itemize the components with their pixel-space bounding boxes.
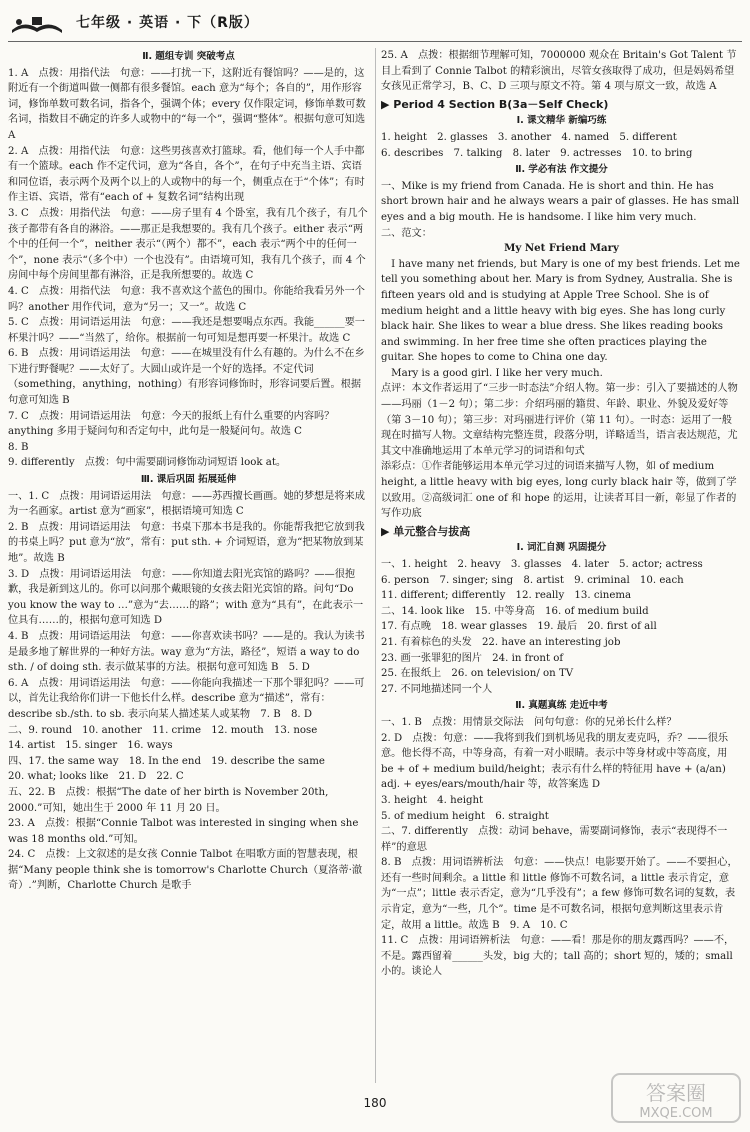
left-answer-paragraph: 4. B 点拨：用词语运用法 句意：——你喜欢读书吗？——是的。我认为读书是最多地了解世界的一种好方法。way 意为“方法，路径”，短语 a way to do sth. / of doing sth. 表示做某事的方法。根据句意可知选 B 5. D	[8, 630, 365, 674]
left-answer-paragraph: 3. D 点拨：用词语运用法 句意：——你知道去阳光宾馆的路吗？——很抱歉，我是新到这儿的。你可以问那个戴眼镜的女孩去阳光宾馆的路。问句“Do you know the way to …”意为“去……的路”；with 意为“具有”，在此表示一位具有……的，根据句意可知选 D	[8, 568, 364, 627]
right-answer-paragraph: 2. D 点拨：句意：——我将到我们到机场见我的朋友麦克吗，乔？——很乐意。他长得不高，中等身高，有着一对小眼睛。表示中等身材或中等高度，用 be + of + medium build/height；表示有什么样的特征用 have + (a/an) adj. + eyes/ears/mouth/hair 等，故答案选 D	[381, 732, 729, 791]
left-answer-paragraph: 4. C 点拨：用指代法 句意：我不喜欢这个蓝色的围巾。你能给我看另外一个吗？another 用作代词，意为“另一；又一”。故选 C	[8, 285, 365, 313]
right-answer-paragraph: 23. 画一张罪犯的图片 24. in front of	[381, 652, 564, 664]
page-number: 180	[363, 1096, 387, 1110]
right-answer-paragraph: 11. different; differently 12. really 13. cinema	[381, 590, 632, 602]
right-unit-heading: ▶ 单元整合与拔高	[381, 524, 471, 538]
left-answer-paragraph: 二、9. round 10. another 11. crime 12. mouth 13. nose	[8, 724, 318, 736]
right-answer-paragraph: Mary is a good girl. I like her very much.	[381, 367, 603, 379]
right-section-heading: Ⅰ. 词汇自测 巩固提分	[516, 542, 607, 554]
page-header	[0, 0, 750, 42]
right-answer-paragraph: 一、1. B 点拨：用情景交际法 问句句意：你的兄弟长什么样？	[381, 716, 677, 728]
right-answer-paragraph: 17. 有点晚 18. wear glasses 19. 最后 20. first of all	[381, 621, 657, 633]
right-answer-paragraph: 21. 有着棕色的头发 22. have an interesting job	[381, 636, 621, 648]
right-answer-paragraph: I have many net friends, but Mary is one of my best friends. Let me tell you something about her. Mary is from Sydney, Australia. She is fifteen years old and is studying at Apple Tree School. She is of medium height and a little heavy with big eyes. She has long curly black hair. She likes to wear a blue dress. She likes reading books and swimming. In her free time she often practices playing the guitar. She hopes to come to China one day.	[381, 258, 740, 364]
right-period-heading: ▶ Period 4 Section B(3a－Self Check)	[381, 97, 609, 111]
right-answer-paragraph: 27. 不同地描述同一个人	[381, 683, 493, 695]
right-answer-paragraph: 1. height 2. glasses 3. another 4. named 5. different	[381, 131, 677, 143]
right-answer-paragraph: 添彩点：①作者能够运用本单元学习过的词语来描写人物，如 of medium height, a little heavy with big eyes, long curly black hair 等，做到了学以致用。②高级词汇 one of 和 hope 的运用，让读者耳目一新，彰显了作者的写作功底	[381, 461, 737, 520]
right-answer-paragraph: 25. A 点拨：根据细节理解可知，7000000 观众在 Britain's Got Talent 节目上看到了 Connie Talbot 的精彩演出，尽管女孩取得了成功，但是妈妈希望女孩见正常学习，B、C、D 三项与原文不符。第 4 项与原文一致，故选 A	[381, 50, 737, 93]
right-answer-paragraph: 6. describes 7. talking 8. later 9. actresses 10. to bring	[381, 147, 693, 159]
left-answer-paragraph: 3. C 点拨：用指代法 句意：——房子里有 4 个卧室，我有几个孩子，有几个孩子都带有各自的淋浴。——那正是我想要的。我有几个孩子。either 表示“两个中的任何一个”，neither 表示“（两个）都不”，each 表示“两个中的任何一个”，none 表示“（多个中）一个也没有”。由语境可知，我有几个孩子，而 4 个房间中每个房间里都有淋浴，正是我所想要的。故选 C	[8, 207, 368, 282]
left-answer-paragraph: 20. what; looks like 21. D 22. C	[8, 771, 184, 783]
left-answer-paragraph: 2. B 点拨：用词语运用法 句意：书桌下那本书是我的。你能帮我把它放到我的书桌上吗？put 意为“放”，常有：put sth. + 介词短语，意为“把某物放到某地”。故选 B	[8, 521, 365, 564]
left-answer-paragraph: 6. A 点拨：用词语运用法 句意：——你能向我描述一下那个罪犯吗？——可以，首先让我给你们讲一下他长什么样。describe 意为“描述”，常有：describe sb./sth. to sb. 表示向某人描述某人或某物 7. B 8. D	[8, 677, 365, 720]
right-answer-paragraph: 点评：本文作者运用了“三步一时态法”介绍人物。第一步：引入了要描述的人物——玛丽（1－2 句）；第二步：介绍玛丽的籍贯、年龄、职业、外貌及爱好等（第 3－10 句）；第三步：对玛丽进行评价（第 11 句）。一时态：运用了一般现在时描写人物。文章结构完整连贯，段落分明，详略适当，语言表达规范，尤其文中准确地运用了本单元学习的词语和句式	[381, 383, 738, 457]
right-answer-paragraph: 二、范文：	[381, 227, 432, 239]
right-column	[381, 48, 742, 980]
left-column	[8, 48, 369, 894]
left-section-heading: Ⅱ. 题组专训 突破考点	[142, 51, 235, 62]
right-section-heading: Ⅱ. 学必有法 作文提分	[515, 164, 608, 176]
book-logo-icon	[10, 14, 64, 36]
left-answer-paragraph: 五、22. B 点拨：根据“The date of her birth is November 20th, 2000.”可知，她出生于 2000 年 11 月 20 日。	[8, 786, 329, 814]
left-answer-paragraph: 14. artist 15. singer 16. ways	[8, 740, 173, 752]
right-section-heading: Ⅰ. 课文精华 新编巧练	[516, 115, 607, 127]
svg-text:MXQE.COM: MXQE.COM	[639, 1106, 713, 1121]
right-answer-paragraph: 3. height 4. height	[381, 794, 484, 806]
right-answer-paragraph: 5. of medium height 6. straight	[381, 810, 549, 822]
svg-text:答案圈: 答案圈	[646, 1081, 706, 1105]
left-answer-paragraph: 23. A 点拨：根据“Connie Talbot was interested in singing when she was 18 months old.”可知。	[8, 818, 359, 845]
right-answer-paragraph: 二、7. differently 点拨：动词 behave，需要副词修饰，表示“表现得不一样”的意思	[381, 826, 728, 853]
right-essay-title: My Net Friend Mary	[504, 242, 619, 255]
left-answer-paragraph: 24. C 点拨：上文叙述的是女孩 Connie Talbot 在唱歌方面的智慧表现，根据“Many people think she is tomorrow's Charlotte Church（夏洛蒂·澈奇）.”判断，Charlotte Church 是歌手	[8, 849, 363, 892]
right-answer-paragraph: 一、Mike is my friend from Canada. He is short and thin. He has short brown hair and he always wears a pair of glasses. He has small eyes and a big mouth. He is handsome. I like him very much.	[381, 180, 740, 223]
left-answer-paragraph: 1. A 点拨：用指代法 句意：——打扰一下，这附近有餐馆吗？——是的，这附近有一个街道叫做一侧都有很多餐馆。each 意为“每个；各自的”，用作形容词，修饰单数可数名词，指各个，强调个体；every 仅作限定词，修饰单数可数名词，指数目不确定的许多人或物中的“每一个”，强调“整体”。根据句意可知选 A	[8, 67, 366, 141]
right-answer-paragraph: 25. 在报纸上 26. on television/ on TV	[381, 668, 574, 680]
right-section-heading: Ⅱ. 真题真练 走近中考	[515, 700, 608, 712]
left-section-heading: Ⅲ. 课后巩固 拓展延伸	[140, 474, 237, 486]
right-answer-paragraph: 一、1. height 2. heavy 3. glasses 4. later 5. actor; actress	[381, 559, 703, 570]
column-divider	[375, 48, 376, 1083]
left-answer-paragraph: 5. C 点拨：用词语运用法 句意：——我还是想要喝点东西。我能______要一杯果汁吗？——“当然了，给你。根据前一句可知是想再要一杯果汁。故选 C	[8, 317, 365, 344]
right-answer-paragraph: 11. C 点拨：用词语辨析法 句意：——看！那是你的朋友露西吗？——不，不是。露西留着______头发，big 大的；tall 高的；short 短的，矮的；small 小的。谈论人	[381, 935, 735, 978]
left-answer-paragraph: 8. B	[8, 441, 29, 453]
left-answer-paragraph: 9. differently 点拨：句中需要副词修饰动词短语 look at。	[8, 457, 287, 469]
left-answer-paragraph: 7. C 点拨：用词语运用法 句意：今天的报纸上有什么重要的内容吗？anything 多用于疑问句和否定句中，此句是一般疑问句。故选 C	[8, 410, 335, 438]
watermark-logo	[610, 1070, 742, 1126]
left-answer-paragraph: 一、1. C 点拨：用词语运用法 句意：——苏西擅长画画。她的梦想是将来成为一名画家。artist 意为“画家”，根据语境可知选 C	[8, 490, 365, 518]
header-title: 七年级 · 英语 · 下（R版）	[76, 15, 259, 31]
left-answer-paragraph: 6. B 点拨：用词语运用法 句意：——在城里没有什么有趣的。为什么不在乡下进行野餐呢？——太好了。大圆山或许是一个好的选择。不定代词（something，anything，nothing）有形容词修饰时，形容词要后置。根据句意可知选 B	[8, 348, 365, 407]
header-rule	[8, 41, 742, 42]
left-answer-paragraph: 2. A 点拨：用指代法 句意：这些男孩喜欢打篮球。看，他们每一个人手中都有一个篮球。each 作不定代词，意为“各自，各个”，在句子中充当主语、宾语和同位语，表示两个及两个以上的人或物中的每一个，侧重点在于“个体”；有时作主语、宾语，常有“each of + 复数名词”结构出现	[8, 145, 365, 204]
right-answer-paragraph: 6. person 7. singer; sing 8. artist 9. criminal 10. each	[381, 574, 684, 586]
left-answer-paragraph: 四、17. the same way 18. In the end 19. describe the same	[8, 755, 325, 767]
right-answer-paragraph: 8. B 点拨：用词语辨析法 句意：——快点！电影要开始了。——不要担心，还有一些时间剩余。a little 和 little 修饰不可数名词，a little 表示肯定，意为“一点”；little 表示否定，意为“几乎没有”；a few 修饰可数名词的复数，表示肯定，意为“一些，几个”。time 是不可数名词，根据句意判断这里表示肯定，故用 a little。故选 B 9. A 10. C	[381, 857, 738, 931]
right-answer-paragraph: 二、14. look like 15. 中等身高 16. of medium build	[381, 605, 649, 617]
